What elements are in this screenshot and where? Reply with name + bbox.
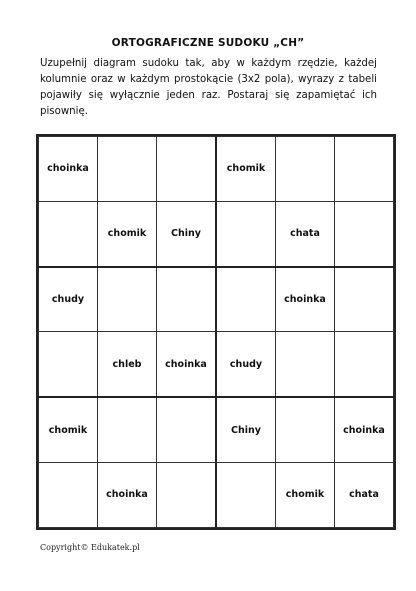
grid-cell[interactable] <box>335 332 394 397</box>
grid-cell[interactable] <box>39 462 98 527</box>
grid-cell[interactable] <box>39 332 98 397</box>
grid-cell[interactable] <box>276 137 335 202</box>
grid-cell[interactable]: Chiny <box>157 201 217 266</box>
grid-cell[interactable]: choinka <box>157 332 217 397</box>
grid-row <box>39 201 394 266</box>
grid-cell[interactable]: chata <box>335 462 394 527</box>
grid-cell[interactable]: chata <box>276 201 335 266</box>
grid-cell[interactable] <box>98 267 157 332</box>
grid-cell[interactable]: chudy <box>216 332 276 397</box>
grid-cell[interactable]: chomik <box>98 201 157 266</box>
grid-cell[interactable] <box>216 201 276 266</box>
grid-cell[interactable] <box>98 137 157 202</box>
grid-cell[interactable] <box>157 397 217 462</box>
grid-cell[interactable] <box>216 462 276 527</box>
grid-cell[interactable] <box>335 201 394 266</box>
grid-cell[interactable] <box>157 267 217 332</box>
grid-cell[interactable]: choinka <box>98 462 157 527</box>
grid-cell[interactable] <box>276 332 335 397</box>
grid-cell[interactable] <box>157 462 217 527</box>
instructions-text: Uzupełnij diagram sudoku tak, aby w każdym rzędzie, każdej kolumnie oraz w każdym prostokącie (3x2 pola), wyrazy z tabeli pojawiły się wyłącznie jeden raz. Postaraj się zapamiętać ich pisownię. <box>40 58 377 117</box>
grid-row <box>39 332 394 397</box>
grid-cell[interactable]: Chiny <box>216 397 276 462</box>
grid-cell[interactable]: choinka <box>276 267 335 332</box>
grid-cell[interactable]: chudy <box>39 267 98 332</box>
sudoku-grid <box>38 136 394 528</box>
grid-cell[interactable]: choinka <box>39 137 98 202</box>
grid-row <box>39 397 394 462</box>
grid-cell[interactable] <box>157 137 217 202</box>
grid-cell[interactable] <box>98 397 157 462</box>
grid-cell[interactable]: chleb <box>98 332 157 397</box>
grid-row <box>39 137 394 202</box>
grid-cell[interactable] <box>39 201 98 266</box>
grid-row <box>39 462 394 527</box>
grid-cell[interactable]: chomik <box>39 397 98 462</box>
grid-cell[interactable] <box>335 137 394 202</box>
grid-cell[interactable]: chomik <box>276 462 335 527</box>
grid-row <box>39 267 394 332</box>
grid-cell[interactable] <box>335 267 394 332</box>
copyright-text: Copyright© Edukatek.pl <box>40 543 140 552</box>
grid-cell[interactable] <box>216 267 276 332</box>
grid-cell[interactable] <box>276 397 335 462</box>
grid-cell[interactable]: chomik <box>216 137 276 202</box>
grid-cell[interactable]: choinka <box>335 397 394 462</box>
page-title: ORTOGRAFICZNE SUDOKU „CH” <box>111 37 305 49</box>
